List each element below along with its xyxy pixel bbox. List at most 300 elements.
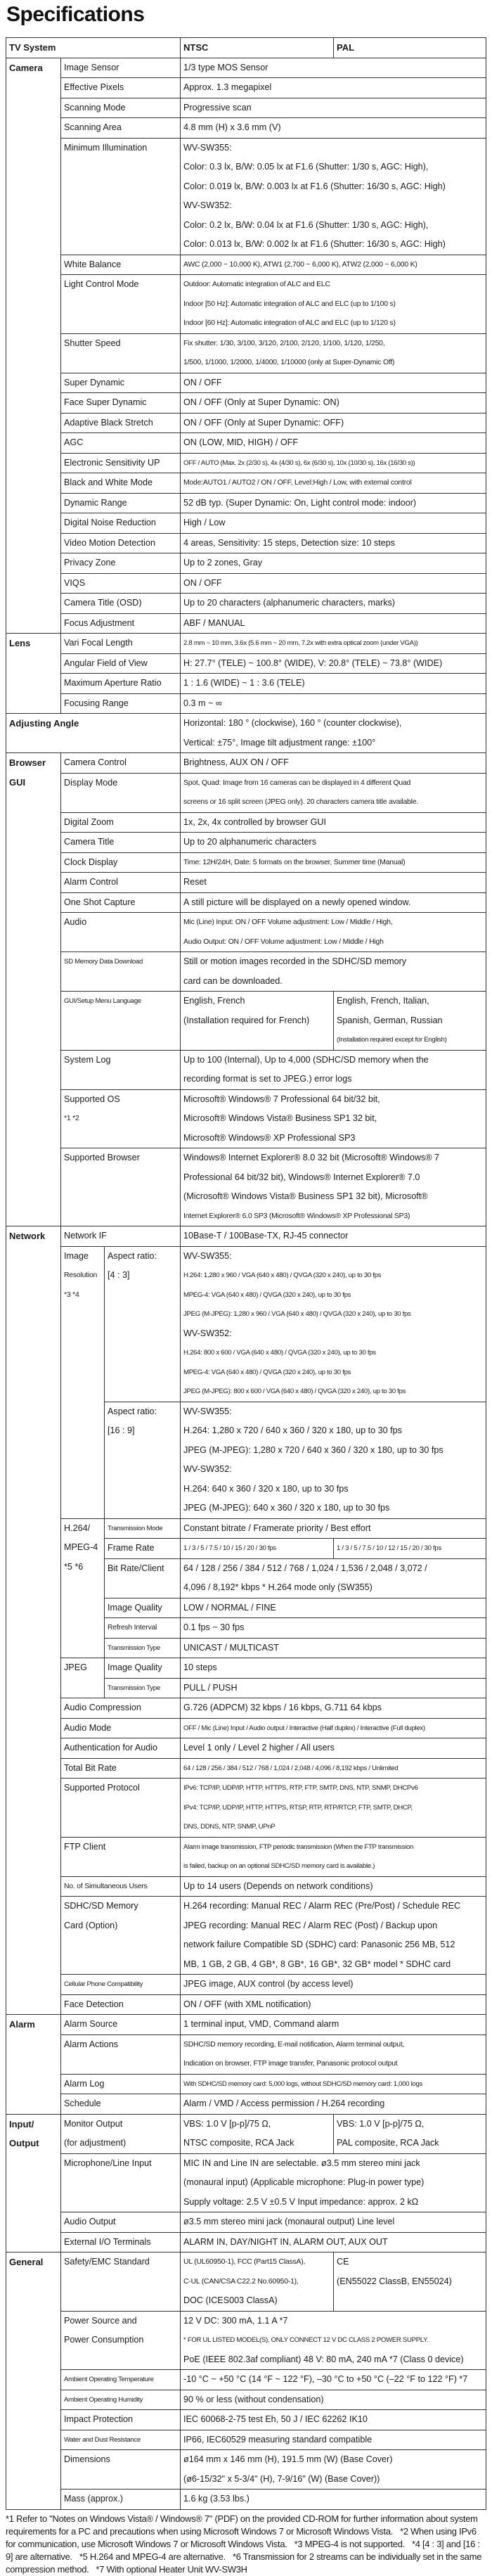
- spec-value: [181, 812, 486, 833]
- spec-sublabel-text: Frame Rate: [108, 1543, 155, 1553]
- spec-label: [61, 693, 181, 714]
- spec-value: [181, 1698, 486, 1719]
- page-title: Specifications: [6, 3, 145, 26]
- spec-value-text: WV-SW352:: [183, 200, 232, 210]
- table-row: [6, 1148, 486, 1226]
- spec-label: [61, 992, 181, 1051]
- table-row: [6, 1897, 486, 1975]
- spec-label: [61, 553, 181, 574]
- table-row: [6, 473, 486, 494]
- spec-value-text: network failure Compatible SD (SDHC) card: Panasonic 256 MB, 512: [183, 1940, 455, 1949]
- spec-value-text: Supply voltage: 2.5 V ±0.5 V Input impedance: approx. 2 kΩ: [183, 2196, 419, 2207]
- spec-value: [181, 333, 486, 373]
- table-row: [6, 2034, 486, 2074]
- spec-value: [181, 433, 486, 454]
- spec-value-text: JPEG image, AUX control (by access level): [183, 1979, 354, 1989]
- spec-label: [61, 634, 181, 654]
- spec-value-pal-text: VBS: 1.0 V [p-p]/75 Ω,: [337, 2118, 425, 2129]
- table-row: [6, 553, 486, 574]
- table-row: [6, 453, 486, 473]
- spec-value: [181, 1718, 486, 1738]
- spec-label: [61, 413, 181, 433]
- spec-value-ntsc: [181, 1539, 334, 1559]
- spec-label-text: Image: [64, 1250, 89, 1261]
- table-row: [6, 714, 486, 753]
- spec-value: [181, 1975, 486, 1995]
- table-row: [6, 852, 486, 873]
- spec-value-pal-text: English, French, Italian,: [337, 996, 429, 1006]
- spec-value-text: LOW / NORMAL / FINE: [183, 1602, 276, 1613]
- spec-label-text: Supported OS: [64, 1094, 120, 1104]
- spec-value-text: JPEG (M-JPEG): 1,280 x 960 / VGA (640 x 480) / QVGA (320 x 240), up to 30 fps: [183, 1310, 411, 1318]
- spec-value: [181, 892, 486, 913]
- spec-value-text: Time: 12H/24H, Date: 5 formats on the browser, Summer time (Manual): [183, 858, 406, 866]
- spec-label: [61, 255, 181, 275]
- spec-value: [181, 2450, 486, 2490]
- spec-value-text: JPEG recording: Manual REC / Alarm REC (Post) / Backup upon: [183, 1920, 438, 1930]
- table-row: [6, 2094, 486, 2115]
- spec-label: [61, 594, 181, 614]
- spec-label: [61, 1246, 105, 1518]
- table-row: [6, 2153, 486, 2212]
- spec-label: [61, 275, 181, 334]
- spec-value: [181, 1246, 486, 1402]
- spec-value-text: ON / OFF: [183, 377, 222, 387]
- spec-value-text: Mode:AUTO1 / AUTO2 / ON / OFF, Level:High / Low, with external control: [183, 479, 412, 487]
- spec-label: [61, 773, 181, 812]
- spec-value: [181, 2212, 486, 2233]
- spec-value-text: 1/500, 1/1000, 1/2000, 1/4000, 1/10000 (only at Super-Dynamic Off): [183, 359, 395, 366]
- header-pal: [334, 38, 486, 58]
- spec-label: [61, 2410, 181, 2430]
- spec-sublabel-text: Aspect ratio:: [108, 1250, 157, 1261]
- spec-label-text: Vari Focal Length: [64, 638, 133, 648]
- spec-label: [61, 2311, 181, 2370]
- footnotes-text: *1 Refer to "Notes on Windows Vista® / Windows® 7" (PDF) on the provided CD-ROM for further information about system requirements for a PC and precautions when using Microsoft Windows 7 or Microsoft Windows Vista. *2 When using IPv6 for communication, use Microsoft Windows 7 or Microsoft Windows Vista. *3 MPEG-4 is not supported. *4 [4 : 3] and [16 : 9] are alternative. *5 H.264 and MPEG-4 are alternative. *6 Transmission for 2 streams can be individually set in the same compression method. *7 With optional Heater Unit WV-SW3H: [6, 2513, 484, 2575]
- spec-value-text: Up to 100 (Internal), Up to 4,000 (SDHC/SD memory when the: [183, 1054, 429, 1065]
- spec-value-text: IPv4: TCP/IP, UDP/IP, HTTP, HTTPS, RTSP, RTP, RTP/RTCP, FTP, SMTP, DHCP,: [183, 1803, 413, 1812]
- spec-value-text: Up to 2 zones, Gray: [183, 558, 263, 568]
- spec-label-text: *3 *4: [64, 1290, 79, 1299]
- spec-value-text: WV-SW355:: [183, 1406, 232, 1416]
- table-row: [6, 812, 486, 833]
- spec-value: [181, 1658, 486, 1679]
- spec-label-text: SDHC/SD Memory: [64, 1901, 138, 1911]
- spec-value: [181, 1994, 486, 2015]
- table-row: [6, 2212, 486, 2233]
- spec-label-text: Power Source and: [64, 2315, 137, 2326]
- spec-value-text: (ø6-15/32" x 5-3/4" (H), 7-9/16" (W) (Base Cover)): [183, 2473, 380, 2484]
- spec-value-ntsc-text: 1 / 3 / 5 / 7.5 / 10 / 15 / 20 / 30 fps: [183, 1544, 276, 1552]
- spec-label: [61, 2490, 181, 2510]
- spec-value-text: AWC (2,000 ~ 10,000 K), ATW1 (2,700 ~ 6,000 K), ATW2 (2,000 ~ 6,000 K): [183, 260, 417, 269]
- section-input-output-text: Output: [9, 2138, 39, 2148]
- spec-value-text: H.264: 1,280 x 960 / VGA (640 x 480) / QVGA (320 x 240), up to 30 fps: [183, 1271, 382, 1279]
- spec-value-text: Color: 0.3 lx, B/W: 0.05 lx at F1.6 (Shutter: 1/30 s, AGC: High),: [183, 162, 429, 172]
- spec-label-text: Angular Field of View: [64, 658, 148, 668]
- spec-value-text: Indoor [50 Hz]: Automatic integration of ALC and ELC (up to 1/100 s): [183, 300, 396, 308]
- spec-value-pal-text: PAL composite, RCA Jack: [337, 2138, 439, 2148]
- spec-value: [181, 594, 486, 614]
- spec-value-ntsc-text: C-UL (CAN/CSA C22.2 No.60950-1),: [183, 2277, 299, 2286]
- spec-label-text: H.264/: [64, 1523, 91, 1533]
- spec-label-text: *5 *6: [64, 1561, 84, 1572]
- spec-value: [181, 1779, 486, 1838]
- spec-label-text: System Log: [64, 1054, 111, 1065]
- spec-value-text: Microsoft® Windows® XP Professional SP3: [183, 1132, 356, 1143]
- spec-value: [181, 473, 486, 494]
- spec-label-text: Electronic Sensitivity UP: [64, 457, 160, 468]
- table-row: [6, 275, 486, 334]
- table-row: [6, 333, 486, 373]
- spec-value: [181, 693, 486, 714]
- spec-value: [181, 952, 486, 992]
- spec-value-text: Indoor [60 Hz]: Automatic integration of ALC and ELC (up to 1/120 s): [183, 319, 396, 327]
- spec-sublabel: [105, 1638, 181, 1658]
- spec-label-text: Dynamic Range: [64, 497, 127, 508]
- spec-value-text: Internet Explorer® 6.0 SP3 (Microsoft® Windows® XP Professional SP3): [183, 1212, 410, 1220]
- spec-label: [61, 1226, 181, 1247]
- table-row: [6, 255, 486, 275]
- spec-value-text: ON / OFF (Only at Super Dynamic: OFF): [183, 417, 344, 428]
- header-ntsc: [181, 38, 334, 58]
- spec-value-ntsc-text: (Installation required for French): [183, 1015, 310, 1025]
- spec-label: [61, 493, 181, 513]
- table-row: [6, 952, 486, 992]
- table-row: [6, 1975, 486, 1995]
- spec-value: [181, 773, 486, 812]
- spec-label: [61, 118, 181, 139]
- spec-sublabel-text: Bit Rate/Client: [108, 1563, 164, 1573]
- spec-value-pal-text: CE: [337, 2257, 349, 2267]
- spec-label-text: Supported Protocol: [64, 1783, 140, 1793]
- spec-value: [181, 2430, 486, 2450]
- spec-value: [181, 553, 486, 574]
- spec-label-text: Camera Title: [64, 837, 115, 847]
- spec-label-text: Audio Output: [64, 2217, 116, 2226]
- spec-label: [61, 1518, 105, 1658]
- spec-value-text: Up to 20 characters (alphanumeric characters, marks): [183, 598, 395, 608]
- spec-value-text: ON / OFF (Only at Super Dynamic: ON): [183, 397, 339, 407]
- spec-label: [61, 2212, 181, 2233]
- table-row: [6, 1089, 486, 1148]
- spec-sublabel: [105, 1678, 181, 1698]
- spec-label-text: Black and White Mode: [64, 478, 153, 487]
- spec-sublabel-text: [16 : 9]: [108, 1425, 135, 1435]
- spec-value: [181, 1837, 486, 1876]
- spec-sublabel: [105, 1518, 181, 1539]
- spec-value: [181, 1738, 486, 1759]
- spec-value: [181, 2015, 486, 2035]
- spec-value-text: 0.1 fps ~ 30 fps: [183, 1622, 245, 1632]
- spec-value-text: SDHC/SD memory recording, E-mail notification, Alarm terminal output,: [183, 2040, 405, 2049]
- spec-label-text: Video Motion Detection: [64, 537, 155, 548]
- spec-label-text: *1 *2: [64, 1115, 79, 1122]
- spec-label-text: Impact Protection: [64, 2414, 133, 2424]
- section-alarm: [6, 2015, 61, 2115]
- spec-label: [61, 1089, 181, 1148]
- spec-label-text: MPEG-4: [64, 1542, 98, 1552]
- spec-label: [61, 1148, 181, 1226]
- spec-value-text: card can be downloaded.: [183, 975, 283, 986]
- spec-value: [181, 1618, 486, 1639]
- spec-label: [61, 573, 181, 594]
- spec-value-text: 1 terminal input, VMD, Command alarm: [183, 2019, 339, 2029]
- spec-label-text: Cellular Phone Compatibility: [64, 1980, 143, 1988]
- spec-value-text: 4.8 mm (H) x 3.6 mm (V): [183, 122, 281, 132]
- spec-label-text: Display Mode: [64, 777, 118, 788]
- spec-sublabel: [105, 1658, 181, 1679]
- header-pal-text: PAL: [337, 42, 355, 53]
- table-row: [6, 913, 486, 952]
- table-row: [6, 1246, 486, 1402]
- table-row: [6, 2114, 486, 2153]
- spec-value-text: (Microsoft® Windows Vista® Business SP1 32 bit), Microsoft®: [183, 1191, 428, 1201]
- spec-value-text: ALARM IN, DAY/NIGHT IN, ALARM OUT, AUX OUT: [183, 2236, 388, 2247]
- spec-value-text: A still picture will be displayed on a newly opened window.: [183, 897, 411, 907]
- spec-value-pal: [334, 1539, 486, 1559]
- spec-value-text: Constant bitrate / Framerate priority / Best effort: [183, 1523, 371, 1533]
- spec-value-text: OFF / Mic (Line) Input / Audio output / Interactive (Half duplex) / Interactive (Full duplex): [183, 1724, 425, 1732]
- spec-value-text: Brightness, AUX ON / OFF: [183, 757, 289, 767]
- spec-value: [181, 2390, 486, 2410]
- spec-value-pal-text: Spanish, German, Russian: [337, 1015, 443, 1025]
- spec-value-text: MIC IN and Line IN are selectable. ø3.5 mm stereo mini jack: [183, 2158, 420, 2168]
- spec-label-text: Safety/EMC Standard: [64, 2257, 150, 2267]
- spec-label: [61, 753, 181, 774]
- table-row: [6, 1658, 486, 1679]
- table-row: [6, 1718, 486, 1738]
- spec-label-text: JPEG: [64, 1662, 87, 1672]
- spec-value-text: Approx. 1.3 megapixel: [183, 82, 272, 92]
- spec-value: [181, 2094, 486, 2115]
- spec-value: [181, 2370, 486, 2390]
- spec-label-text: Privacy Zone: [64, 558, 116, 568]
- spec-value-text: -10 °C ~ +50 °C (14 °F ~ 122 °F), –30 °C to +50 °C (–22 °F to 122 °F) *7: [183, 2374, 468, 2384]
- spec-value: [181, 413, 486, 433]
- spec-label-text: Camera Title (OSD): [64, 598, 142, 608]
- table-row: [6, 513, 486, 534]
- spec-sublabel: [105, 1539, 181, 1559]
- spec-value-ntsc: [181, 992, 334, 1051]
- spec-label: [61, 1779, 181, 1838]
- spec-value-ntsc: [181, 2253, 334, 2312]
- spec-label: [61, 873, 181, 893]
- spec-label: [61, 513, 181, 534]
- spec-label-text: Effective Pixels: [64, 82, 124, 92]
- spec-label: [61, 333, 181, 373]
- spec-label: [61, 58, 181, 78]
- table-row: [6, 1779, 486, 1838]
- spec-label: [61, 2153, 181, 2212]
- table-row: [6, 413, 486, 433]
- spec-label-text: Digital Zoom: [64, 816, 114, 827]
- spec-value-ntsc: [181, 2114, 334, 2153]
- spec-value: [181, 2410, 486, 2430]
- spec-value: [181, 118, 486, 139]
- spec-label-text: Card (Option): [64, 1920, 118, 1930]
- spec-value: [181, 255, 486, 275]
- spec-value-text: High / Low: [183, 518, 226, 527]
- spec-label: [61, 1897, 181, 1975]
- section-network: [6, 1226, 61, 2015]
- section-browser-gui-text: Browser: [9, 757, 46, 768]
- spec-value-ntsc-text: UL (UL60950-1), FCC (Part15 ClassA),: [183, 2258, 306, 2266]
- spec-label: [61, 1975, 181, 1995]
- section-network-text: Network: [9, 1231, 46, 1241]
- spec-value-text: Audio Output: ON / OFF Volume adjustment: Low / Middle / High: [183, 937, 384, 946]
- spec-sublabel-text: Refresh Interval: [108, 1624, 157, 1632]
- spec-value-text: PoE (IEEE 802.3af compliant) 48 V: 80 mA, 240 mA *7 (Class 0 device): [183, 2354, 464, 2364]
- spec-label-text: GUI/Setup Menu Language: [64, 997, 141, 1005]
- spec-label-text: VIQS: [64, 577, 86, 588]
- spec-label-text: Audio Compression: [64, 1703, 141, 1712]
- spec-value-text: recording format is set to JPEG.) error logs: [183, 1074, 352, 1084]
- spec-label: [61, 892, 181, 913]
- table-row: [6, 2410, 486, 2430]
- spec-value-text: H.264: 640 x 360 / 320 x 180, up to 30 fps: [183, 1483, 349, 1494]
- spec-value-text: WV-SW355:: [183, 142, 232, 153]
- spec-value-text: With SDHC/SD memory card: 5,000 logs, without SDHC/SD memory card: 1,000 logs: [183, 2080, 423, 2088]
- spec-label-text: Image Sensor: [64, 62, 119, 72]
- table-row: [6, 533, 486, 553]
- spec-label-text: Audio Mode: [64, 1722, 112, 1733]
- spec-value-ntsc-text: VBS: 1.0 V [p-p]/75 Ω,: [183, 2118, 271, 2129]
- section-general: [6, 2253, 61, 2510]
- spec-value: [181, 1876, 486, 1897]
- table-row: [6, 1837, 486, 1876]
- spec-value: [181, 1897, 486, 1975]
- spec-value-pal: [334, 992, 486, 1051]
- spec-value-text: Still or motion images recorded in the SDHC/SD memory: [183, 956, 407, 966]
- spec-label-text: Clock Display: [64, 857, 118, 867]
- section-lens: [6, 634, 61, 714]
- table-row: [6, 138, 486, 255]
- spec-value-text: WV-SW352:: [183, 1328, 232, 1338]
- spec-value-text: DNS, DDNS, NTP, SNMP, UPnP: [183, 1823, 276, 1831]
- spec-value-text: 52 dB typ. (Super Dynamic: On, Light control mode: indoor): [183, 497, 417, 508]
- spec-value: [181, 913, 486, 952]
- spec-label-text: Water and Dust Resistance: [64, 2435, 141, 2444]
- section-camera-text: Camera: [9, 62, 43, 73]
- spec-value: [181, 753, 486, 774]
- spec-label: [61, 674, 181, 694]
- spec-value-text: ON (LOW, MID, HIGH) / OFF: [183, 437, 299, 447]
- table-row: [6, 2490, 486, 2510]
- table-row: [6, 833, 486, 853]
- spec-label-text: External I/O Terminals: [64, 2236, 151, 2247]
- spec-label-text: Alarm Log: [64, 2078, 105, 2089]
- spec-label-text: Camera Control: [64, 757, 127, 767]
- spec-label-text: Microphone/Line Input: [64, 2158, 152, 2168]
- spec-label: [61, 1050, 181, 1089]
- spec-sublabel-text: Transmission Type: [108, 1684, 160, 1692]
- spec-value-ntsc-text: DOC (ICES003 ClassA): [183, 2295, 278, 2305]
- spec-value-text: 10 steps: [183, 1662, 217, 1672]
- spec-label: [61, 2430, 181, 2450]
- spec-label-text: Mass (approx.): [64, 2494, 123, 2504]
- table-row: [6, 2074, 486, 2094]
- spec-value: [181, 674, 486, 694]
- spec-value: [181, 1402, 486, 1518]
- spec-sublabel-text: Transmission Mode: [108, 1524, 163, 1532]
- spec-label-text: Dimensions: [64, 2454, 110, 2464]
- spec-value: [181, 653, 486, 674]
- spec-label: [61, 2232, 181, 2253]
- table-row: [6, 58, 486, 78]
- spec-value: [181, 573, 486, 594]
- footnotes: [6, 2513, 486, 2576]
- spec-label-text: Resolution: [64, 1271, 98, 1279]
- spec-label-text: Network IF: [64, 1231, 107, 1241]
- spec-value-text: H.264: 800 x 600 / VGA (640 x 480) / QVGA (320 x 240), up to 30 fps: [183, 1349, 376, 1357]
- spec-value-text: 10Base-T / 100Base-TX, RJ-45 connector: [183, 1231, 349, 1241]
- section-browser-gui-text: GUI: [9, 776, 26, 788]
- spec-value-text: 4 areas, Sensitivity: 15 steps, Detection size: 10 steps: [183, 537, 396, 548]
- spec-value-text: WV-SW355:: [183, 1250, 232, 1261]
- spec-label: [61, 1658, 105, 1698]
- header-tv-system-text: TV System: [9, 42, 56, 53]
- table-row: [6, 2253, 486, 2312]
- section-adjusting-angle-text: Adjusting Angle: [9, 718, 79, 729]
- spec-label-text: Power Consumption: [64, 2335, 144, 2345]
- section-lens-text: Lens: [9, 638, 31, 648]
- spec-value-text: H: 27.7° (TELE) ~ 100.8° (WIDE), V: 20.8° (TELE) ~ 73.8° (WIDE): [183, 658, 443, 668]
- spec-value: [181, 138, 486, 255]
- spec-value-pal-text: (Installation required except for English): [337, 1036, 447, 1044]
- spec-label: [61, 952, 181, 992]
- spec-value: [181, 1089, 486, 1148]
- spec-value-text: Windows® Internet Explorer® 8.0 32 bit (Microsoft® Windows® 7: [183, 1153, 439, 1162]
- spec-value-text: Alarm image transmission, FTP periodic transmission (When the FTP transmission: [183, 1843, 414, 1851]
- spec-value: [181, 873, 486, 893]
- spec-value: [181, 852, 486, 873]
- table-row: [6, 573, 486, 594]
- spec-value: [181, 2490, 486, 2510]
- spec-label-text: Focus Adjustment: [64, 617, 135, 628]
- spec-value-text: 90 % or less (without condensation): [183, 2394, 324, 2404]
- spec-value: [181, 58, 486, 78]
- spec-value-pal-text: 1 / 3 / 5 / 7.5 / 10 / 12 / 15 / 20 / 30 fps: [337, 1544, 441, 1552]
- spec-label-text: Alarm Control: [64, 877, 118, 887]
- spec-value: [181, 78, 486, 98]
- table-row: [6, 1698, 486, 1719]
- spec-value-text: Mic (Line) Input: ON / OFF Volume adjustment: Low / Middle / High,: [183, 918, 393, 926]
- table-row: [6, 2232, 486, 2253]
- spec-label-text: Scanning Mode: [64, 102, 126, 113]
- spec-value-text: Horizontal: 180 ° (clockwise), 160 ° (counter clockwise),: [183, 718, 402, 728]
- spec-label: [61, 1994, 181, 2015]
- table-row: [6, 2370, 486, 2390]
- spec-value-text: ON / OFF: [183, 577, 222, 588]
- table-row: [6, 78, 486, 98]
- spec-value-text: Up to 14 users (Depends on network conditions): [183, 1880, 373, 1891]
- spec-value: [181, 98, 486, 118]
- spec-value-text: Color: 0.019 lx, B/W: 0.003 lx at F1.6 (Shutter: 16/30 s, AGC: High): [183, 181, 446, 191]
- spec-label: [61, 393, 181, 414]
- spec-sublabel-text: Image Quality: [108, 1662, 162, 1672]
- section-input-output-text: Input/: [9, 2118, 34, 2129]
- spec-label: [61, 533, 181, 553]
- spec-value: [181, 1558, 486, 1598]
- spec-value-text: JPEG (M-JPEG): 640 x 360 / 320 x 180, up to 30 fps: [183, 1503, 390, 1513]
- table-row: [6, 992, 486, 1051]
- header-ntsc-text: NTSC: [183, 42, 209, 53]
- table-row: [6, 2430, 486, 2450]
- table-row: [6, 1758, 486, 1779]
- spec-value: [181, 373, 486, 393]
- spec-label: [61, 2253, 181, 2312]
